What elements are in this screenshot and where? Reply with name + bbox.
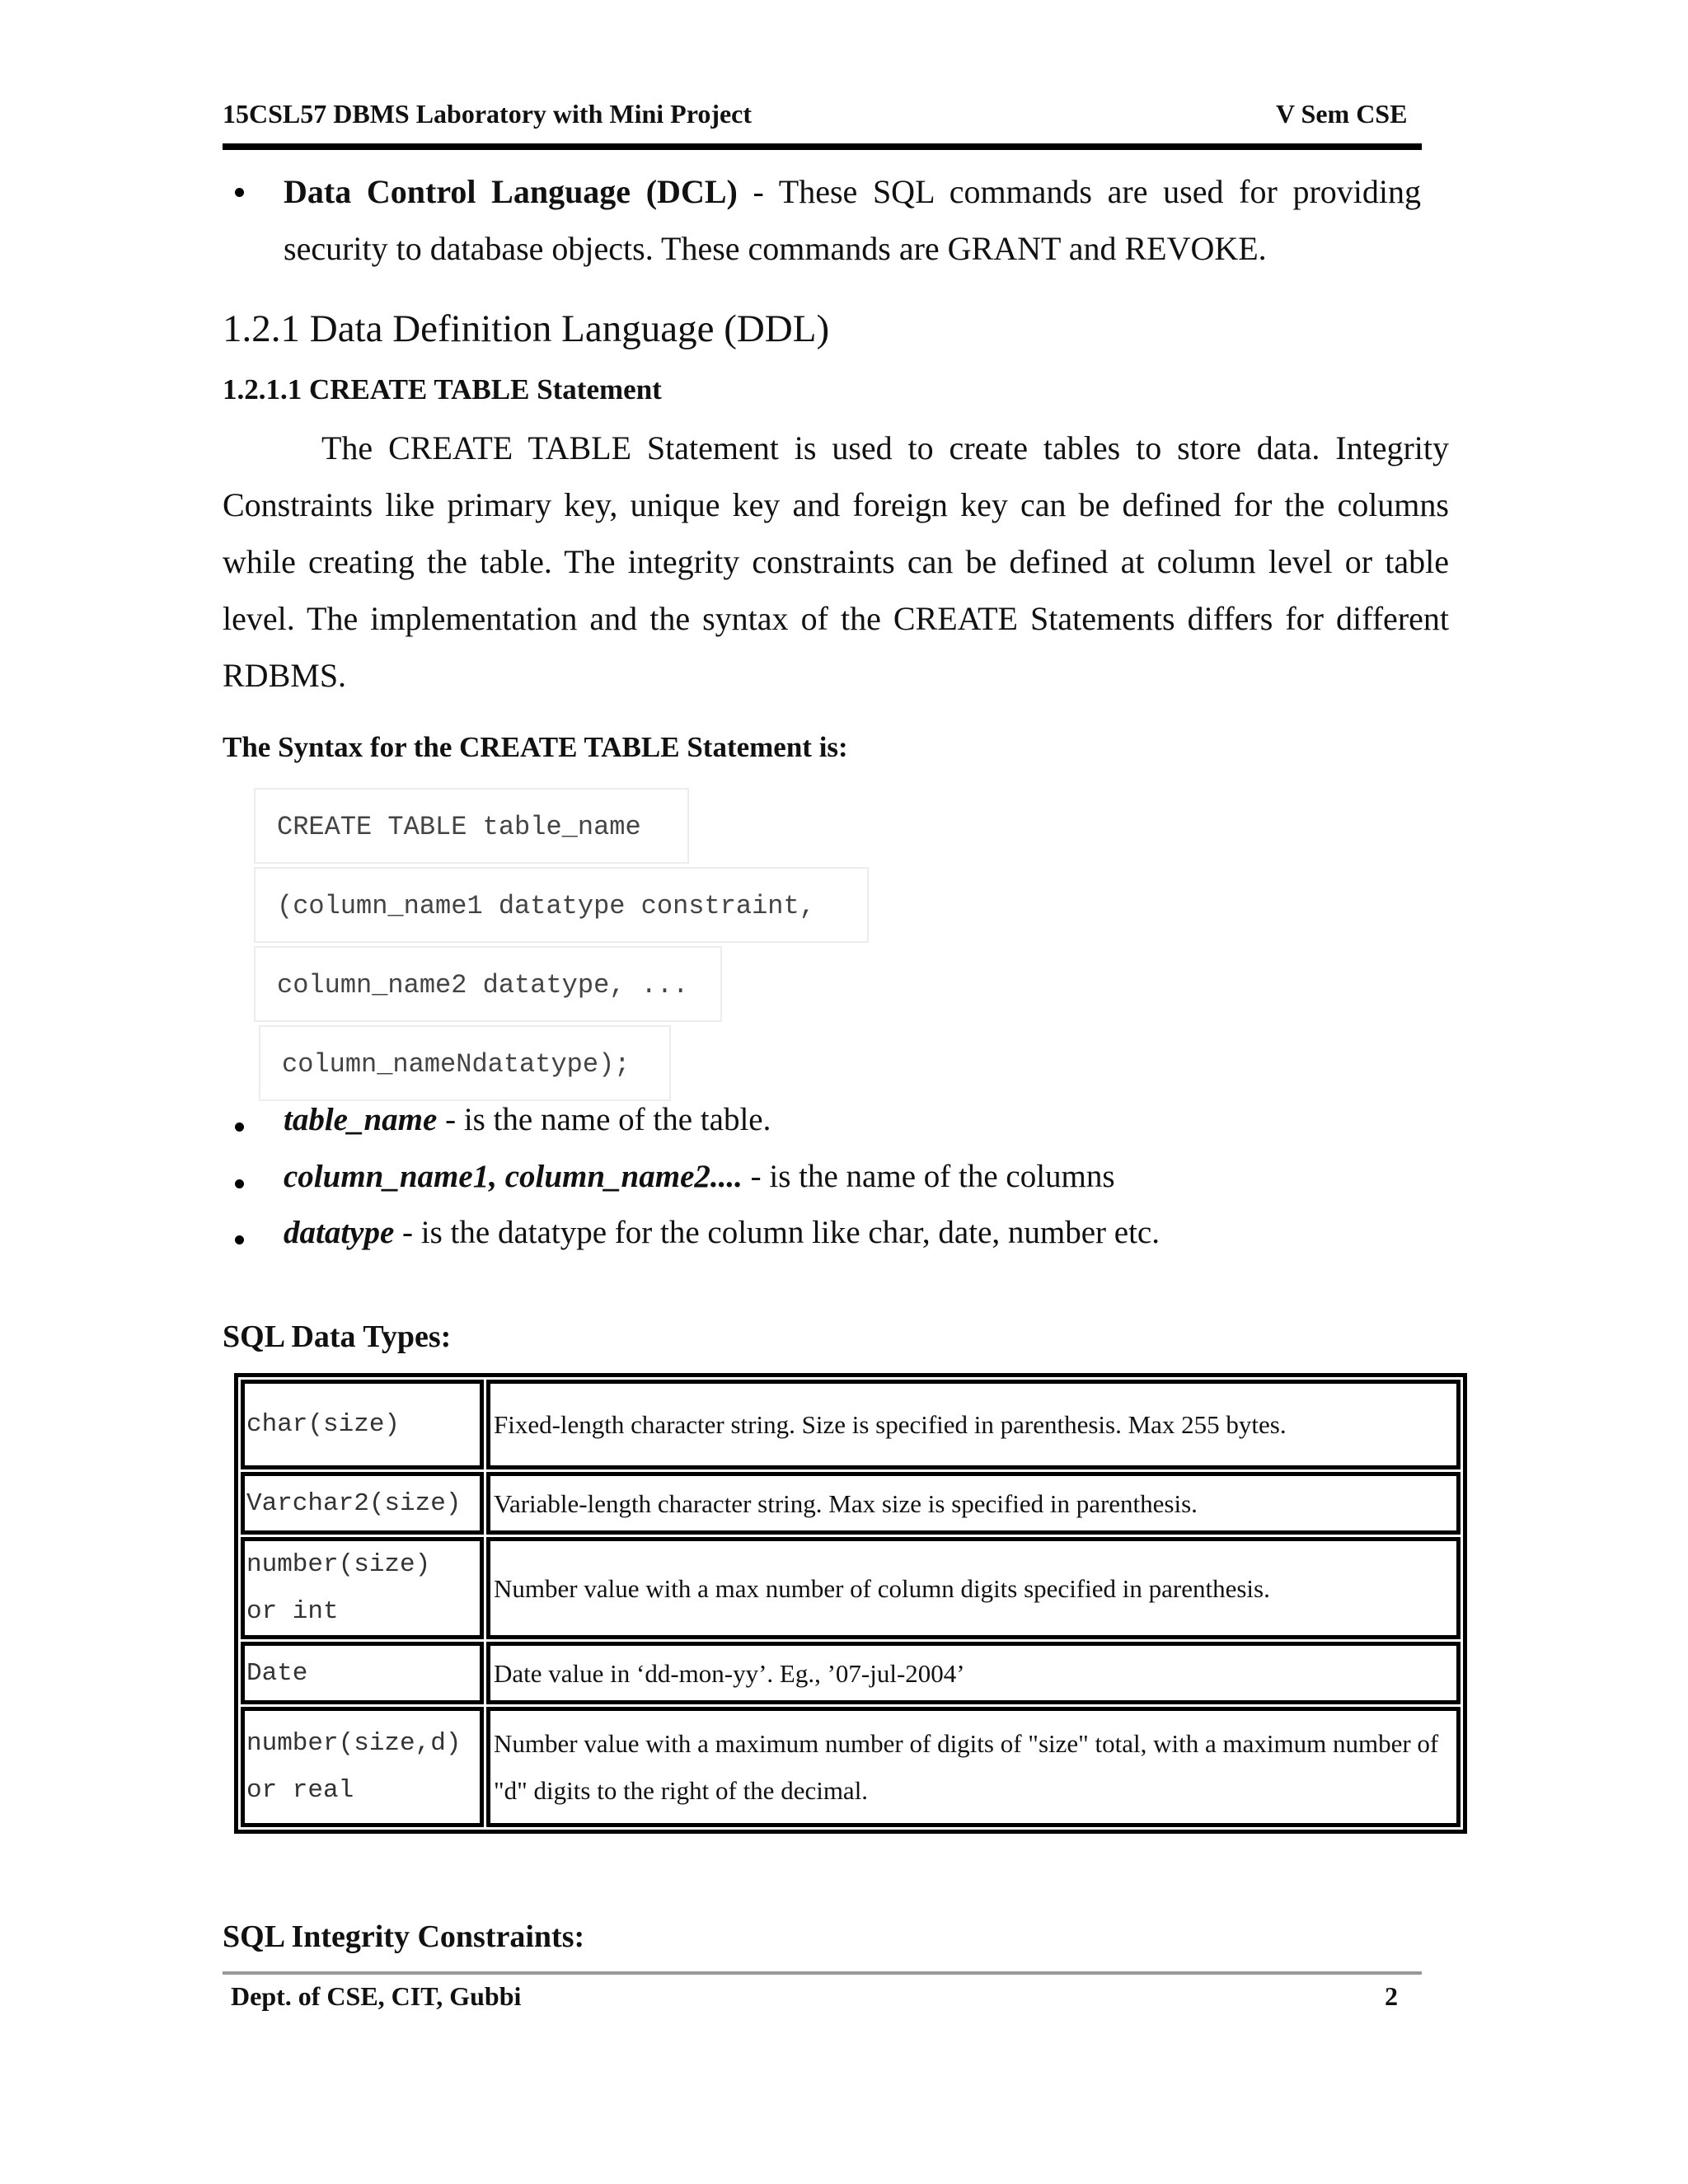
desc-cell: Fixed-length character string. Size is specified in parenthesis. Max 255 bytes. bbox=[486, 1380, 1461, 1469]
data-types-heading: SQL Data Types: bbox=[223, 1319, 452, 1354]
bullet-icon bbox=[235, 188, 244, 197]
table-row bbox=[241, 1642, 1461, 1704]
desc-cell: Date value in ‘dd-mon-yy’. Eg., ’07-jul-2004’ bbox=[486, 1642, 1461, 1704]
table-row bbox=[241, 1380, 1461, 1469]
type-cell bbox=[241, 1472, 484, 1535]
type-name-alt: or int bbox=[246, 1597, 339, 1626]
type-name: char(size) bbox=[246, 1410, 401, 1439]
table-row bbox=[241, 1537, 1461, 1639]
syntax-heading: The Syntax for the CREATE TABLE Statement is: bbox=[223, 731, 848, 763]
table-row bbox=[241, 1472, 1461, 1535]
type-name-alt: or real bbox=[246, 1776, 354, 1805]
bullet-item bbox=[284, 1214, 1160, 1251]
header-title: 15CSL57 DBMS Laboratory with Mini Project bbox=[223, 99, 753, 129]
footer-rule bbox=[223, 1971, 1422, 1975]
desc-cell: Number value with a max number of column digits specified in parenthesis. bbox=[486, 1537, 1461, 1639]
bullet-term: datatype bbox=[284, 1215, 395, 1250]
footer-department: Dept. of CSE, CIT, Gubbi bbox=[231, 1981, 522, 2011]
syntax-code-line: (column_name1 datatype constraint, bbox=[254, 867, 869, 943]
syntax-code-line: CREATE TABLE table_name bbox=[254, 788, 689, 864]
bullet-term: column_name1, column_name2.... bbox=[284, 1159, 743, 1194]
desc-cell: Variable-length character string. Max size is specified in parenthesis. bbox=[486, 1472, 1461, 1535]
table-row bbox=[241, 1707, 1461, 1827]
syntax-code-line: column_name2 datatype, ... bbox=[254, 946, 722, 1022]
section-heading: 1.2.1 Data Definition Language (DDL) bbox=[223, 307, 830, 350]
header-semester: V Sem CSE bbox=[1276, 99, 1408, 129]
desc-cell: Number value with a maximum number of digits of "size" total, with a maximum number of "d" digits to the right of the decimal. bbox=[486, 1707, 1461, 1827]
type-name: Date bbox=[246, 1658, 308, 1688]
data-types-table bbox=[234, 1373, 1467, 1834]
header-rule bbox=[223, 143, 1422, 150]
bullet-term: table_name bbox=[284, 1102, 438, 1137]
bullet-item bbox=[284, 1158, 1115, 1195]
subsection-heading: 1.2.1.1 CREATE TABLE Statement bbox=[223, 373, 662, 405]
dcl-bullet bbox=[284, 163, 1421, 277]
bullet-icon bbox=[235, 1235, 244, 1244]
type-cell bbox=[241, 1380, 484, 1469]
type-cell bbox=[241, 1707, 484, 1827]
dcl-term: Data Control Language (DCL) bbox=[284, 173, 738, 210]
integrity-heading: SQL Integrity Constraints: bbox=[223, 1919, 585, 1954]
bullet-desc: - is the name of the table. bbox=[437, 1102, 771, 1137]
bullet-desc: - is the datatype for the column like char, date, number etc. bbox=[394, 1215, 1160, 1250]
bullet-item bbox=[284, 1101, 771, 1138]
bullet-desc: - is the name of the columns bbox=[742, 1159, 1115, 1194]
syntax-code-line: column_nameNdatatype); bbox=[259, 1025, 671, 1101]
dcl-text-line2: security to database objects. These commands are GRANT and REVOKE. bbox=[284, 230, 1267, 267]
type-name: number(size) bbox=[246, 1550, 431, 1579]
bullet-icon bbox=[235, 1179, 244, 1188]
type-name: number(size,d) bbox=[246, 1729, 462, 1758]
create-table-paragraph: The CREATE TABLE Statement is used to create tables to store data. Integrity Constraints like primary key, unique key and foreign key can be defined for the columns while creating the table. The integrity constraints can be defined at column level or table level. The implementation and the syntax of the CREATE Statements differs for different RDBMS. bbox=[223, 429, 1449, 694]
dcl-text-line1: - These SQL commands are used for providing bbox=[753, 173, 1421, 210]
type-cell bbox=[241, 1642, 484, 1704]
bullet-icon bbox=[235, 1122, 244, 1132]
type-cell bbox=[241, 1537, 484, 1639]
page-number: 2 bbox=[1385, 1981, 1398, 2011]
type-name: Varchar2(size) bbox=[246, 1488, 462, 1518]
